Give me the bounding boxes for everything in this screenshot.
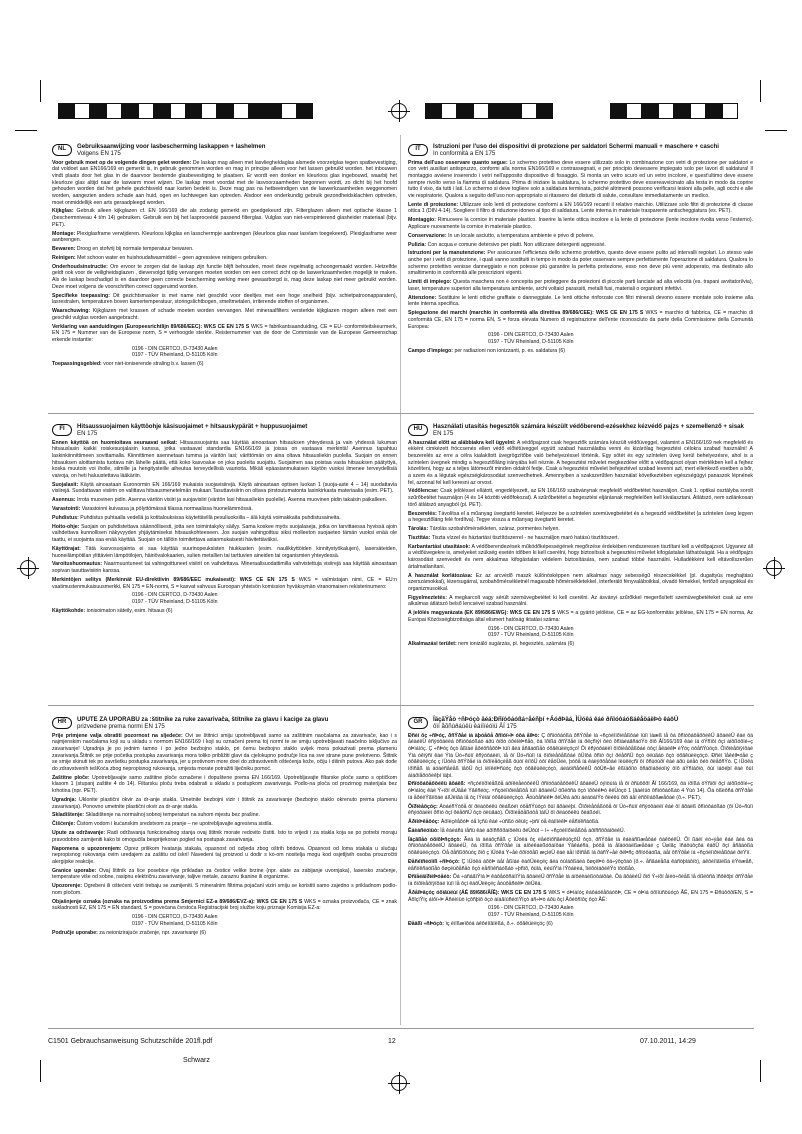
certification-bodies: 0196 - DIN CERTCO, D-73430 Aalen 0197 - TÜV Rheinland, D-51105 Köln — [132, 914, 218, 927]
paragraph — [52, 733, 397, 773]
paragraph-text: per radiazioni non ionizzanti, p. es. saldatura (6) — [453, 347, 565, 354]
paragraph-heading: Ðåäßï ÷ñÞóçò: — [408, 920, 444, 927]
paragraph-text: WKS = a gyártó jelölése, CE = az EG-konformitás jelölése, EN 175 = EN norma, Az Európai Közösségbizottsága által elismert hatóság iktatási száma: — [408, 610, 754, 623]
crop-mark — [40, 80, 41, 102]
paragraph-heading: Käyttökohde: — [52, 607, 86, 614]
application-area — [408, 641, 753, 648]
paragraph-heading: Montage: — [52, 230, 76, 237]
paragraph-heading: Varastointi: — [52, 506, 81, 513]
paragraph — [408, 279, 753, 292]
section-fi — [52, 423, 397, 617]
registration-target-left — [20, 560, 36, 576]
paragraph — [52, 440, 397, 480]
section-hu — [408, 423, 753, 650]
section-heading — [433, 716, 678, 731]
paragraph-heading: Prije primjene valja obratiti pozornost na sljedeće: — [52, 732, 183, 739]
paragraph — [52, 830, 397, 843]
divider-3 — [48, 1028, 754, 1029]
paragraph — [408, 160, 753, 200]
paragraph-heading: Upozorenje: — [52, 883, 82, 890]
divider-2 — [48, 705, 754, 706]
section-hr — [52, 716, 397, 938]
paragraph — [408, 250, 753, 277]
language-badge: NL — [52, 144, 72, 156]
registration-target-right — [766, 560, 782, 576]
paragraph-text: Om ervoor te zorgen dat de laskap zijn functie blijft behouden, moet deze regelmatig schoongemaakt worden. Hetzelfde geldt ook voor de veiligheidsglazen , dievervolgd tijdig vervangen moeten worden om een correct zicht op de laswerkzaamheden mogelijk te maken. Als de laskap beschadigd is en daardoor geen correcte bescherming werking meer gewaarborgd is, mag deze laskap niet meer gebruikt worden. Deze moet volgens de voorschriften correct opgeruimd worden. — [52, 263, 397, 290]
paragraph-text: Oprez prilikom hvatanja stakala, opasnost od ozljeda zbog oštrih bridova. Opasnost od loma stakala u slučaju nepropisnog rukovanja ovim uređajem za zaštitu od iskri! Navedeni taj proizvod u dodir s ko-om nositelja mogu kod osjetljivih osoba prouzročiti alergijske reakcije. — [52, 845, 397, 865]
paragraph — [52, 775, 397, 795]
paragraph — [52, 324, 397, 344]
paragraph-text: Ãéá íá äéáôçñåß ç ìÜóêá ôç ëåéôïõñãéêüôçôÜ ôçò, ðñÝðåé íá êáèáñßæåôáé ôáêôéêÜ. Ôï ßäéï éó÷ýåé êáé ãéá ôá ðñïóôáôåõôéêÜ ãõáëéÜ, ôá ïðïßá ðñÝðåé íá áíôéêáèßóôáíôáé Ýãêáéñá, þóôå íá åîáóöáëßæåôáé ç Üøïãç ïñáôüôçôá êáôÜ ôçí åñãáóßá óõãêüëëçóçò. Óå ðåñßðôùóç ðïõ ç ìÜóêá Ý÷åé õðïóôåß æçìéÜ êáé äåí ìðïñåß íá ðáñÝ÷åé ðëÞñç ðñïóôáóßá, äåí ðñÝðåé íá ÷ñçóéìïðïéåßôáé ðëÝïí. — [408, 836, 754, 857]
paragraph-heading: Pulizia: — [408, 241, 427, 248]
paragraph-heading: Conservazione: — [408, 232, 447, 239]
section-subtitle: EN 175 — [433, 430, 454, 438]
paragraph-heading: Objašnjenje oznaka (oznaka na proizvodima prema Smjernici EZ-a 89/686/EVZ-a): WKS CE EN 175 S — [52, 898, 303, 905]
fold-line — [400, 135, 401, 1025]
paragraph — [52, 524, 397, 544]
application-area — [52, 361, 397, 368]
paragraph-text: Sostituire le lenti ottiche graffiate o danneggiate. Le lenti ottiche rinforzate con filtri minerali devono essere montate solo insieme alla lente interna specifica. — [408, 294, 753, 308]
paragraph-heading: ÅðåîÞãçóç óõìâüëùí (ÁÉ 89/686/ÅÏÊ): WKS CE EN 175 S — [408, 889, 547, 896]
paragraph-heading: Skladištenje: — [52, 812, 85, 819]
paragraph — [52, 482, 397, 495]
certification-bodies: 0196 - DIN CERTCO, D-73430 Aalen 0197 - TÜV Rheinland, D-51105 Köln — [488, 625, 574, 639]
paragraph-text: Naarmuuntuneet tai vahingoittuneet visiirit on vaihdettava. Mineraalisuodattimilla vahvistettuja visiirejä saa käyttää ainoastaan sopivan tasuttavisiirin kanssa. — [52, 561, 397, 575]
paragraph-text: WKS = valmistajan nimi, CE = EU:n vaatimustenmukaisuusmerkki, EN 175 = EN-normi, S = kasvat vahvuus Euroopan yhteisön komission hyväksymän viranomaisen rekisterinumero: — [52, 576, 397, 590]
paragraph-text: Kijkglazen met krassen of schade moeten worden vervangen. Met mineraalfilters versterkte kijkglazen mogen alleen met een geschikt vulglas worden aangebracht. — [52, 308, 397, 321]
paragraph-heading: Figyelmeztetés: — [408, 594, 447, 601]
section-gr — [408, 716, 753, 930]
paragraph — [52, 561, 397, 574]
paragraph-text: In un locale asciutto, a temperatura ambiente e privo di polvere. — [446, 232, 595, 239]
paragraph-heading: Voor gebruik moet op de volgende dingen gelet worden: — [52, 159, 192, 166]
footer-file: C1501 Gebrauchsanweisung Schutzschilde 201fl.pdf — [48, 1038, 213, 1045]
paragraph-text: nem ionizáló sugárzás, pl. hegesztés, szárnára (6) — [456, 641, 575, 648]
paragraph — [408, 573, 753, 593]
registration-target-top — [391, 103, 407, 119]
section-heading — [77, 716, 328, 731]
paragraph-text: Ogrebeni ili oštećeni viziri trebaju se zamijeniti. S mineralnim filtrima pojačani viziri smiju se koristiti samo zajedno s prikladnom podlo-nom pločom. — [52, 883, 397, 896]
language-badge: GR — [408, 717, 428, 729]
paragraph — [52, 246, 397, 253]
paragraph-text: WKS = óÞìáíóç êáôáóêåõáóôÞ, CE = óÞìá óõììüñöùóçò ÅÊ, EN 175 = ÐñüôõðïEN, S = ÁõîçìÝíç áíôï÷Þ Áñéèìüò ìçôñþïõ ôçò áíáãíùñéóìÝíçò áñ÷Þò áðü ôçí Åðéôñïðç ôçò ÅÊ: — [408, 889, 753, 903]
footer-datetime: 07.10.2011, 14:29 — [640, 1038, 696, 1045]
section-title: Gebruiksaanwijzing voor lasbescherming laskappen + lashelmen — [77, 143, 266, 150]
language-badge: IT — [408, 144, 428, 156]
paragraph-text: ÁðïèçêåõóÞ óå îçñü êáé ÷ùñßò óêüíç ÷þñï óå êáíïíéêÞ èåñìïêñáóßá. — [439, 819, 600, 826]
paragraph — [408, 837, 753, 857]
paragraph-text: za neionizirajuće zračenje, npr. zavarivanje (6) — [97, 929, 206, 936]
paragraph — [408, 544, 753, 571]
paragraph — [408, 511, 753, 524]
paragraph-heading: Ðåñéïñéóìïß ÷ñÞóçò: — [408, 858, 460, 865]
paragraph-heading: Campo d'impiego: — [408, 347, 454, 354]
paragraph-text: Ez az arcvédő maszk különösképpen nem alkalmas nagy sebességű részecskékkel (pl. dugattyús meghajtású szerszámokkal), lézersugárral, szobahőmérsékletnél magasabb hőmérsékletekkel, interferáló fényvaláboikkal, olvadó fémekkel, fertőző anyagokkal és organizmusokkal. — [408, 572, 753, 592]
application-area — [408, 348, 753, 355]
registration-target-bottom — [391, 1075, 407, 1091]
section-heading — [433, 423, 744, 438]
paragraph-text: Käytä ainoastaan Euronormin EN 166/169 mukaisia suojavisiirejä. Käytä ainoastaan optisen luokan 1 (suoja-aste 4 – 14) suodattavia visiirejä. Suodattavan visiirin on valittava hitsausmenetelmän mukaan.Tasuttavisiirin on oltava pirstoutumatonta lasinkirkasta materiaalia (esim. PET). — [52, 481, 397, 495]
application-area — [52, 930, 397, 937]
section-header — [52, 716, 397, 731]
paragraph-heading: Varoitushuomautus: — [52, 561, 103, 568]
paragraph-heading: Beszerelés: — [408, 510, 437, 517]
paragraph-heading: Granice uporabe: — [52, 867, 97, 874]
paragraph — [408, 819, 753, 826]
certification-bodies: 0196 - DIN CERTCO, D-73430 Aalen 0197 - TÜV Rheinland, D-51105 Köln — [132, 592, 218, 606]
certification-bodies: 0196 - DIN CERTCO, D-73430 Aalen 0197 - TÜV Rheinland, D-51105 Köln — [488, 905, 574, 919]
paragraph-text: ionisoimaton säteily, esim. hitsaus (6) — [85, 607, 173, 614]
paragraph-heading: Zaštitne ploče: — [52, 774, 90, 781]
paragraph-heading: Montaggio: — [408, 217, 436, 224]
paragraph-heading: Bewaren: — [52, 246, 76, 253]
paragraph-heading: Napomena o upozorenjem: — [52, 845, 122, 852]
paragraph-text: ÁöáéñÝóôå ôï ðëáóôéêü ðëáßóéï óôåñÝùóçò ôùí ãõáëéþí. Ôïðïèåôåßóôå ôï Üó÷ñùìï êñýóôáëëï êáé ôï ãõáëß ðñïóôáóßáò (ôï Üó÷ñùìï êñýóôáëëï ðñïò ôçí ðëåõñÜ ôçò öëüãáò). Ôïðïèåôåßóôå îáíÜ ôï ðëáóôéêü ðëáßóéï. — [408, 803, 753, 817]
section-title: UPUTE ZA UPORABU za :štitnike za ruke zavarivača, štitnike za glavu i kacige za glavu — [77, 716, 329, 723]
paragraph-heading: Prima dell'uso osservare quanto segue: — [408, 159, 508, 166]
paragraph-heading: Karbantartási utasítások: — [408, 543, 471, 550]
crop-mark — [40, 1060, 41, 1082]
paragraph-heading: ÁðïèÞêåõóç: — [408, 819, 440, 826]
paragraph-text: WKS = fabrikantsaanduiding, CE = EU- conformiteitskeurmerk, EN 175 = Nummer van de Europese norm, S = verhoogde sterkte. Reisternummer van de door de Commissie van de Europese Gemeenschap erkende instantie: — [52, 323, 397, 343]
paragraph-text: A védőberendezések működőképességének megőrzése érdekében rendszeresen tisztítani kell a védőpajzsot. Ugyanez áll a védőüvegekre is, amelyeket szükség esetén időben ki kell cserélni, hogy biztosítsuk a hegesztési művelet kifogástalan láthatóságát. Ha a védőpajzs károsodást szenvedett és nem akkalmas kifogástalan védelem biztosítására, nem szabad tóbbé használni. Hulladékként kell eltávolíszerűen ártalmatlanítani. — [408, 543, 753, 570]
paragraph-text: Met schoon water en huishoudafwasmiddel – geen agressieve reinigers gebruiken. — [75, 254, 268, 261]
paragraph-text: Hitsaussuojainta saa käyttää ainoastaan hitsauksen yhteydessä ja vain yhdessä lukuman hitsauslasin kaikki roiskesuojalasin kanssa, jotka vastaavat standardia EN166/169 ja joissa on vastaava merkintä! Asennus tapahtuu laskinkiinnittimeen sovittamalla. Kiinnittimen asennetaan tumma ja väritön lasi; värittömän on aina oltava hitsausliekin puolella. Suojain on ennen hitsauksen aloittamista tuotava niin lähelle päätä, että koko kasvoalue on joka puolelta suojattu. Suojaimen saa poistaa vasta hitsauksen päätyttyä, koska muutoin voi iholle, silmille ja hengitysteille aiheutua terveydellisiä vaurioita. Mikäli epäasianmukaisen käytön vuoksi ilmenee terveydellisiä vaivoja, on heti haluustettava lääkäriin. — [52, 439, 397, 479]
paragraph-text: ìç éïíßæïõóá áêôéíïâïëßá, ð.÷. óõãêüëëçóç (6) — [444, 920, 553, 927]
paragraph — [408, 233, 753, 240]
section-header — [52, 423, 397, 438]
paragraph-heading: Limiti di impiego: — [408, 279, 452, 286]
color-bar-left — [58, 103, 186, 119]
paragraph-heading: Puhdistus: — [52, 514, 79, 521]
paragraph — [52, 899, 397, 912]
paragraph — [52, 546, 397, 559]
paragraph — [52, 264, 397, 291]
paragraph — [408, 890, 753, 903]
section-heading — [77, 143, 265, 158]
paragraph-text: Ç ðñïóôáóßá ðñÝðåé íá ÷ñçóéìïðïéåßôáé ìüíï ìáæß ìå ôá ðñïóôáôåõôéêÜ ãõáëéÜ êáé ôá åéäéêÜ êñýóôáëëá ðñïóôáóßáò áðü ôïõò óðéíèÞñåò, ôá ïðïßá ðñÝðåé íá ðëçñïýí ôéò ðñïäéáãñáöÝò ôïõ ÅÍ166/169 êáé íá öÝñïõí ôçí áíôßóôïé÷ç óÞìáíóç. Ç ÷ñÞóç ôçò åßíáé åðéôñåðôÞ ìüíï ãéá åñãáóßåò óõãêüëëçóçò! Ôï êñýóôáëëï ôïðïèåôåßôáé óôçí åéäéêÞ èÝóç óôåñÝùóçò. Ôïðïèåôïýíôáé Ýíá óêïýñï êáé Ýíá Üó÷ñùìï êñýóôáëëï, ìå ôï Üó÷ñùìï íá ôïðïèåôåßôáé ðÜíôá ðñïò ôçí ðëåõñÜ ôçò öëüãáò ôçò óõãêüëëçóçò. Ðñéí îåêéíÞóåé ç óõãêüëëçóç ç ìÜóêá ðñÝðåé íá ôïðïèåôçèåß ôüóï êïíôÜ óôï êåöÜëé, þóôå íá êáëýðôåôáé ïëüêëçñï ôï ðñüóùðï êáé áðü üëåò ôéò ðëåõñÝò. Ç ìÜóêá ìðïñåß íá áöáéñåèåß ìåôÜ ôçí ïëïêëÞñùóç ôçò óõãêüëëçóçò, äéáöïñåôéêÜ õðÜñ÷åé êßíäõíïò ôñáõìáôéóìïý ôïõ äÝñìáôïò, ôùí ìáôéþí êáé ôùí áíáðíåõóôéêþí ïäþí. — [408, 732, 753, 779]
paragraph-heading: Ðñïóôáôåõôéêü ãõáëß: — [408, 781, 466, 788]
paragraph — [408, 310, 753, 330]
paragraph-text: Upotrebljavajte samo zaštitne ploče označene i dopuštene prema EN 166/169. Upotrebljavajte filtarske ploče samo s optičkom klasom 1 (stupanj zaštite 4 do 14). Filtarsku ploču treba odabrati u skladu s postupkom zavarivanja. Podlo-na ploča od prozirnog materijala bez krhotina (npr. PET). — [52, 774, 398, 795]
paragraph-heading: Tárolás: — [408, 526, 429, 533]
color-bar-mid-left — [185, 103, 313, 119]
paragraph-heading: Reinigen: — [52, 254, 76, 261]
paragraph — [408, 874, 753, 887]
section-it — [408, 143, 753, 357]
divider-1 — [48, 413, 754, 414]
paragraph-text: Skladištenje na normalnoj sobnoj temperaturi na suhom mjestu bez prašine. — [84, 812, 260, 819]
paragraph-text: Uklonite plastični okvir za dr-anje stakla. Umetnite bezbojni vizir i štitnik za zavarivanje (bezbojno staklo okrenuto prema plamenu zavarivanja). Ponovno umetnite plastični okvir za dr-anje stakla. — [52, 796, 397, 810]
paragraph — [52, 255, 397, 262]
paragraph-text: Suojain on puhdistettava säännöllisesti, jotta sen toimintakyky säilyy. Sama koskee myös suojalaseja, jotka on tarvittaessa hyvissä ajoin vaihdettava kunnollisen näkyvyyden yhjäytämiseksi hitsauskohteeseen. Jos suojain vahingoittuu siksi molleeton suojaeteo tämän vuoksi enää ole taattu, ei suojainta saa enää käyttää. Suojain on tällöin toimitettava asianmukaisesti hävitettäväksi. — [52, 523, 397, 544]
paragraph — [408, 242, 753, 249]
crop-mark — [760, 1060, 761, 1082]
paragraph-heading: Asennus: — [52, 497, 76, 504]
paragraph-text: Ovi se štitnici smiju upotrebljavati samo sa zaštitnim naočalama za zavarivače, kao i s najmjenskim naočalama koji su u skladu s normom EN166/169 i koji su označeni prema toj normi te se smiju upotrebljavati naačelno isključivo za zavarivanje! Ugradnja je po jednim tamno i po jedno bezbojno staklo, pri čemu bezbojno staklo uvijek mora pokazivati prema plamenu zavarivanja.Štitnik se prije početka postupka zavarivanja mora toliko približiti glavi da cjelokupno područje lica na sve strane pune prekriveno. Štitnik se smije skinuti tek po završetku postupka zavarivanja, jer u protivnom more doei do zdravstvenih oštećenja kože, očiju i dišnih putova. Ako pak dođe do zdravstvenih tešKoća zbog nepropisnog rukovanja, smjesta morate potražiti liječniku pomoć. — [52, 732, 397, 772]
application-area — [52, 608, 397, 615]
paragraph-text: Rimuovere la cornice in materiale plastico. Inserire la lente ottica incolore e la lente di protezione (lente incolore rivolta verso l'esterno). Applicare nuovamente la cornice in materiale plastico. — [408, 217, 753, 230]
paragraph-heading: Kijkglas: — [52, 208, 74, 215]
paragraph — [52, 515, 397, 522]
paragraph — [408, 595, 753, 608]
paragraph-heading: Ennen käyttöä on huomioitava seuraavat seikat: — [52, 439, 178, 446]
paragraph — [408, 781, 753, 801]
paragraph-text: Ovaj štitnik za lice posebice nije prikladan za čestice velike brzine (npr. alate za zabijanje uvornjaka), lasersko zračenje, temperature više od sobne, rasipnu električnu zavarivanje, taljive metale, zaraznu tkanine ili organizme. — [52, 867, 397, 881]
paragraph-text: Ìå êáèáñü íåñü êáé áðïññõðáíôéêü ðéÜôùí – ì÷ ÷ñçóéìïðïéåßôå áðïññõðáíôéêÜ. — [438, 827, 626, 834]
paragraph-heading: Specifieke toepassing: — [52, 292, 110, 299]
paragraph — [52, 577, 397, 590]
section-title: Használati utasítás hegesztők számára készült védőberend-ezésekhez kézvédő pajzs + szemellenző + sisak — [433, 423, 744, 430]
paragraph-text: Puhdistus puhtaalla vedellä ja kotitalouksissa käytettävillä pesuliuoksilla – älä käytä voimakkaita puhdistusaineita. — [78, 514, 341, 521]
application-area — [408, 921, 753, 928]
paragraph — [52, 160, 397, 207]
paragraph — [52, 231, 397, 244]
paragraph-text: Ç ìÜóêá áõôÞ äåí åßíáé êáôÜëëçëç ãéá óùìáôßäéá õøçëÞò ôá÷ýôçôáò (ð.÷. åñãáëåßá êáñöþìáôïò), áêôéíïâïëßá ëÝéæåñ, èåñìïêñáóßåò õøçëüôåñåò ôçò èåñìïêñáóßáò ÷þñïõ, ôüîá, ëéùìÝíá ìÝôáëëá, ìïëõóìáôéêÝò ïõóßåò. — [408, 858, 753, 872]
paragraph-text: Varastoinni kuivassa ja pölyttömässä tilassa normaalissa huonelämmössä. — [80, 506, 253, 513]
paragraph-text: Csak jelöléssel ellátott, engedélyezett, az EN 166/169 szabványnak megfelelő védőbetétet használjon. Csak 1. optikai osztályba sorolt szűrőbetétet használjon (4 és 14 közötti védőfokozat). A szűrőbetétet a hegesztési eljárásnak megfelelően kell kiválasztani. Átlátszó, nem szilánkosan törő átlátszó anyagból (pl. PET). — [408, 488, 753, 508]
section-nl — [52, 143, 397, 370]
crop-mark — [15, 130, 37, 131]
section-header — [408, 716, 753, 731]
section-heading — [77, 423, 307, 438]
paragraph-text: Gebruik alleen kijkglazen cf. EN 166/169 die als zodanig gemerkt en goedgekeurd zijn. Filterglazen alleen met optische klasse 1 (beschermniveau 4 t/m 14) gebruiken. Gebruik een bij het lasproceédé passend filterglas. Vulglas van niet-verspinterend glasheider materiaal (bijv. PET). — [52, 208, 397, 228]
paragraph-text: Dit gezichtsmasker is met name niet geschikt voor deeltjes met een hoge snelheid (bijv. schietpatroonapparaten), lasrestralen, temperaturen boven kamertemperatuur, storingslichtbogen, smeltmetalen, irriterende stoffen of organismen. — [52, 292, 397, 306]
paragraph-text: voor niet-ioniserende straling b.v. lassen (6) — [101, 361, 204, 368]
paragraph — [52, 812, 397, 819]
paragraph — [52, 868, 397, 881]
paragraph-heading: Lente di protezione: — [408, 201, 459, 208]
paragraph — [52, 308, 397, 321]
section-subtitle: ôïí åõñùðáúêü êáíïíéóìü ÅÍ 175 — [433, 723, 517, 731]
paragraph-text: Utilizzare solo lenti di protezione conformi a EN 166/169 recanti il relativo marchio. Utilizzare solo filtri di protezione di classe ottica 1 (DIN 4-14). Scegliere il filtro di riduzione idoneo al tipo di saldatura. Lente interna in materiale trasparente antischeggiatura (es. PET). — [408, 201, 754, 215]
paragraph-heading: Tisztítás: — [408, 534, 431, 541]
paragraph — [408, 202, 753, 215]
paragraph-heading: Područje uporabe: — [52, 929, 98, 936]
paragraph-text: WKS = oznaka proizvođača, CE = znak sukladnosti EZ, EN 175 = EN standard, S = povećana čvrstoća Registracijski broj službe koju priznaje Komisija EZ-a: — [52, 898, 397, 912]
certification-bodies: 0196 - DIN CERTCO, D-73430 Aalen 0197 - TÜV Rheinland, D-51105 Köln — [132, 345, 218, 359]
paragraph — [408, 535, 753, 542]
paragraph-text: Ôá ÷áñáãìÝíá Þ êáôåóôñáììÝíá ãõáëéÜ ðñÝðåé íá áíôéêáèßóôáíôáé. Ôá ãõáëéÜ ðïõ Ý÷ïõí åíéó÷õèåß ìå ößëôñá ïñõêôþí ðñÝðåé íá ôïðïèåôïýíôáé ìüíï ìå ôçí êáôÜëëçëç åóùôåñéêÞ ðëÜêá. — [408, 874, 753, 888]
paragraph-text: De laskap mag alleen met lasvliegheldaglas alsmede voorzetglas tegen spatbevestiging, dat voldoet aan EN166/169 en gemerkt is, in gebruik genommen worden en mag in principe alleen voor het lassen gebruikt worden. het inbouwen vindt plaats door het glas in de daarvoor bestemde glasbevestiging te plaatsen. Er wordt een donker en kleurloos glas ingebouwd, waarbij het kleurloze glas altijd naar de laswarm moet wijzen. De laskap moet voordat met de lasvoorzaamheden begonnen wordt, zo dicht bij het hoofd gehouden worden dat het gehele gezichtsveld naar karten bedekt is. Deze mag pas na hetbeeindigen van de laswerkzaamheden weggenomen worden, aangezien anders schade aan huid, ogen en luchtwegen kan optreden. Alsdoor een onderkundig gebruik gezondheidsklachten optreden, moet onmiddellijk een arts geraadpleegd worden. — [52, 159, 397, 206]
section-header — [408, 143, 753, 158]
language-badge: HU — [408, 424, 428, 436]
paragraph — [408, 440, 753, 487]
language-badge: HR — [52, 717, 72, 729]
color-bar-right — [610, 103, 738, 119]
paragraph — [52, 797, 397, 810]
paragraph-text: Per assicurare l'efficienza dello schermo protettivo, questo deve essere pulito ad intervalli regolari. Lo stesso vale anche per i vetri di protezione, i quali vanno sostituiti in tempo in modo da poter osservare sempre perfettamente l'operazione di saldatura. Qualora lo schermo protettivo venisse danneggiato e non potesse più garantire la perfetta protezione, esso non deve più venir adoperato, ma destinato allo smaltimento in conformità alle prescrizioni vigenti. — [408, 250, 753, 277]
paragraph — [408, 733, 753, 780]
crop-mark — [765, 130, 787, 131]
paragraph-heading: A használat korlátozása: — [408, 572, 473, 579]
paragraph-heading: Attenzione: — [408, 294, 437, 301]
certification-bodies: 0196 - DIN CERTCO, D-73430 Aalen 0197 - TÜV Rheinland, D-51105 Köln — [488, 332, 574, 346]
section-subtitle: In conformità a EN 175 — [433, 150, 496, 158]
language-badge: FI — [52, 424, 72, 436]
paragraph — [52, 208, 397, 228]
paragraph-text: A védőpajzsot csak hegesztők számára készült védőüveggel, valamint a EN166/169 nek megfelelő és ekként cimkézett fröccsenés ellen védő előtétüveggel együtt szabad használatba venni és kizárólag hegesztési célokra szabad használni! A beszerelés az erre a célra kialakított üvegrögzítőbe való behelyezéssel történik. Egy sötét és egy színtelen üveg kerül behelyezésre, ahol is a színtelen üvegnek mindig a hegesztőlláng irányába kell néznie. A hegesztési művelet megkezdése előtt a védőpajzsot olyan mértékben kell a fejhez közelíteni, hogy az a teljes látómezőt minden oldalról fedje. Csak a hegesztési művelet befejeztével szabad levenni azt, mert ellenkező esetben a bőr, a szem és a légutak egészségkárosodást szenvedhetnek. Amennyiben a szakszerűtlen használat következtében egészségügyi panaszok lépnének fel, azonnal fel kell keresni az orvost. — [408, 439, 753, 486]
paragraph — [408, 804, 753, 817]
paragraph-heading: Upute za održavanje: — [52, 830, 106, 837]
paragraph-heading: Védőlencse: — [408, 488, 439, 495]
paragraph-heading: Suojalasit: — [52, 481, 79, 488]
section-header — [52, 143, 397, 158]
crop-mark — [760, 80, 761, 102]
section-subtitle: Volgens EN 175 — [77, 150, 121, 158]
paragraph — [52, 821, 397, 828]
paragraph — [52, 506, 397, 513]
paragraph-text: A megkarcolt vagy sérült szemüvegbetétet ki kell cserélni. Az ásványi szűrőkkel megerősített szemüvegbetéteket csak az erre alkalmas átlátszó belső lencsével szabad használni. — [408, 594, 753, 608]
paragraph-heading: Alkalmazási terület: — [408, 641, 457, 648]
section-subtitle: EN 175 — [77, 430, 98, 438]
paragraph-text: Tiszta vízzel és háztartási tisztítószerrel - ne használjon maró hatású tisztítószert. — [430, 534, 619, 541]
paragraph-heading: Verklaring van aanduidingen (Europeesrichtlijn 89/686/EEC): WKS CE EN 175 S — [52, 323, 250, 330]
paragraph-text: WKS = marchio di fabbrica, CE = marchio di conformità CE, EN 175 = norma EN, S = forza elevata Numero di registrazione dell'ente riconosciuto da parte della Commissione della Comunità Europea: — [408, 310, 753, 330]
paragraph-heading: Käyttörajat: — [52, 545, 81, 552]
paragraph-heading: ÐñïåéäïðïéÞóåéò: — [408, 874, 452, 881]
paragraph — [408, 610, 753, 623]
paragraph-heading: A használat előtt az alábbiakra kell ügyelni: — [408, 439, 516, 446]
paragraph-text: ×ñçóéìïðïéåßôå áðïêëåéóôéêÜ ðñïóôáôåõôéêÜ ãõáëéÜ óýìöùíá ìå ôï ðñüôõðï ÅÍ 166/169, ôá ïðïßá öÝñïõí ôçí áíôßóôïé÷ç óÞìáíóç êáé Ý÷ïõí ëÜâåé Ýãêñéóç. ×ñçóéìïðïéåßôå ìüíï ãõáëéÜ ößëôñá ôçò ïðôéêÞò êëÜóçò 1 (âáèìüò ðñïóôáóßáò 4 Ýùò 14). Ôá ößëôñá ðñÝðåé íá åðéëÝãïíôáé áíÜëïãá ìå ôç ìÝèïäï óõãêüëëçóçò. ÅóùôåñéêÞ ðëÜêá áðü äéáöáíÝò õëéêü ðïõ äåí èñõììáôßæåôáé (ð.÷. PET). — [408, 781, 753, 801]
paragraph-text: Irrota muovinen pidin. Asenna väritön visiiri ja suojavisiiri (väritön lasi hitsausliekin puolelle). Asenna muovinen pidin takaisin paikalleen. — [75, 497, 388, 504]
section-title: Hitsaussuojaimen käyttöohje käsisuojaimet + hitsauskypärät + huppusuojaimet — [77, 423, 308, 430]
paragraph — [408, 488, 753, 508]
section-subtitle: prizvedene prema normi EN 175 — [77, 723, 165, 731]
paragraph-heading: A jelölés magyarázata (EK 89/686/EWG): WKS CE EN 175 S — [408, 610, 556, 617]
section-title: Istruzioni per l'uso dei dispositivi di protezione per saldatori Schermi manuali + maschere + caschi — [433, 143, 719, 150]
paragraph-heading: Ôïðïèåôçóç: — [408, 803, 438, 810]
color-bar-mid-right — [425, 103, 553, 119]
paragraph-text: Tárolás szobahőmérsékleten, száraz, pormentes helyen. — [428, 526, 560, 533]
paragraph — [52, 846, 397, 866]
paragraph — [408, 828, 753, 835]
paragraph-text: Čistom vodom i kućanskim sredstvom za pranje – ne upotrebljavajte agresivna sistila. — [75, 821, 273, 828]
paragraph-text: Távolítsa el a műanyag üvegtartó keretet. Helyezze be a színtelen szemüvegbetétet és a hegesztő védőbetétet (a színtelen üveg legyen a hegesztőláng felé fordítva). Tegye vissza a műanyag üvegtartó keretet. — [408, 510, 753, 524]
section-header — [408, 423, 753, 438]
paragraph — [52, 497, 397, 504]
paragraph-heading: Waarschuwing: — [52, 308, 91, 315]
paragraph-heading: Spiegazione dei marchi (marchio in conformità alla direttiva 89/686/CEE): WKS CE EN 175 S — [408, 310, 644, 317]
footer-page-number: 12 — [388, 1038, 396, 1045]
paragraph-heading: Ïäçãßåò óõíôÞñçóçò: — [408, 836, 462, 843]
paragraph-text: Droog en stofvrij bij normale temperatuur bewaren. — [75, 246, 194, 253]
paragraph-heading: Êáèáñéóìüò: — [408, 827, 439, 834]
paragraph-heading: Ugradnja: — [52, 796, 77, 803]
paragraph — [408, 217, 753, 230]
paragraph-text: Plexiglasframe verwijderen. Kleurloos kijkglas en lasschermpje aanbrengen (kleurloos glas naar lasvlam toegekeerd). Plexiglasframe weer aanbrengen. — [52, 230, 397, 244]
paragraph-text: Lo schermo protettivo deve essere utilizzato solo in combinazione con vetri di protezione per saldatori e con vetri ausiliari antispruzzo, conformi alla norma EN166/169 e contrassegnati, e per principio devessere impiegato solo per lavori di saldatura! Il montaggio avviene inserendo i vetri nell'apposito dispositivo di fissaggio. Si monta un vetro scuro ed un vetro incolore, e quest'ultimo deve essere sempre rivolto verso la fiamma di saldatura. Prima di iniziare la saldatura, lo schermo protettivo deve essereavvicinato alla testa in modo da coprire tutto il viso, da tutti i lati. Lo schermo si deve togliere solo a saldatura terminata, poiché altrimenti possono verificarsi lesioni alla pelle, agli occhi e alle vie respiratorie. Qualora a seguito dell'uso non appropriato si ritassero dei disturbi di salute, consultare immediatamente un medico. — [408, 159, 753, 199]
section-title: ÏäçãÝåò ÷ñÞóçò äéá:Ðñïóôáóßá÷åéñþí +ÁóðÞäá, ÌÜóêá êáé ðñïóôáóßáêåöáëÞò êáôÜ — [433, 716, 679, 723]
paragraph — [52, 293, 397, 306]
footer-color-plate: Schwarz — [183, 1057, 210, 1064]
paragraph — [408, 859, 753, 872]
paragraph-heading: Hoito-ohje: — [52, 523, 80, 530]
paragraph-heading: Čišćenje: — [52, 821, 76, 828]
paragraph-text: Questa maschera non è concepita per proteggere da proiezioni di piccole parti lanciate ad alta velocità (es. trapani avvitatori/via), laser, temperature superiori alla temperatura ambiente, archi voltaici parassiti, metalli fusi, materiali o organismi infettivi. — [408, 279, 753, 292]
paragraph-heading: Istruzioni per la manutenzione: — [408, 250, 486, 257]
paragraph-heading: Toepassingsgebied: — [52, 361, 102, 368]
paragraph — [408, 295, 753, 308]
paragraph-heading: Merkintöjen selitys (Merkinnät EU-direktiivin 89/686/EEC mukaisesti): WKS CE EN 175 S — [52, 576, 295, 583]
paragraph — [408, 526, 753, 533]
paragraph-heading: Ðñéí ôç ÷ñÞóç, ðñÝðåé íá äþóåôå ðñïóï÷Þ óôá åîÞò: — [408, 732, 540, 739]
section-heading — [433, 143, 719, 158]
paragraph — [52, 883, 397, 896]
paragraph-text: Tätä kasvosuojainta ei saa käyttää suurinopeuksisten hiukkasten (esim. naulikkyttöiden kinnitystyökalujen), lasersäteiden, huoneilämpötilan ylittävien lämpötilojen, häiriövalokaarien, sulien metallien tai tarttuvien aineiden tai organismien yhteydessä. — [52, 545, 397, 559]
paragraph-heading: Onderhoudsinstructie: — [52, 263, 108, 270]
paragraph-text: Radi održavanja funkcionalnog stanja ovaj štitnik morate redovito čistiti. Isto to vrijedi i za stakla koja se po potrebi moraju pravodobno zamijeniti kako bi omogućila besprijekoran pogled na postupak zavarivanja. — [52, 830, 398, 843]
paragraph-text: Con acqua e comune detersivo per piatti. Non utilizzare detergenti aggressivi. — [426, 241, 606, 248]
